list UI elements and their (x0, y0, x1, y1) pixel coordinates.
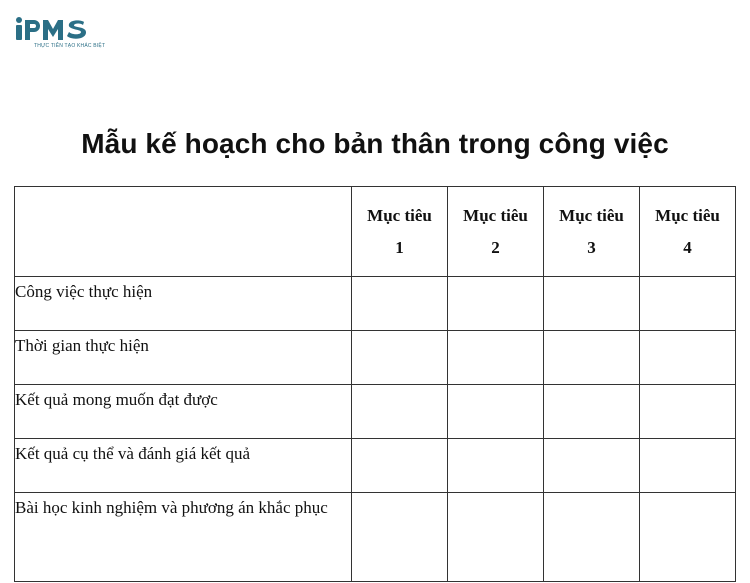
column-header-goal-1 (352, 187, 448, 277)
row-label: Kết quả cụ thể và đánh giá kết quả (15, 439, 352, 493)
column-header-goal-2 (448, 187, 544, 277)
table-cell (448, 439, 544, 493)
table-cell (448, 277, 544, 331)
table-cell (352, 493, 448, 582)
table-cell (448, 385, 544, 439)
table-corner-cell (15, 187, 352, 277)
table-cell (352, 331, 448, 385)
table-header-row (15, 187, 736, 277)
table-row (15, 331, 736, 385)
goal-number: 3 (587, 237, 596, 257)
goal-label: Mục tiêu (463, 205, 528, 225)
table-cell (544, 331, 640, 385)
table-cell (448, 331, 544, 385)
page-title: Mẫu kế hoạch cho bản thân trong công việc (81, 128, 669, 159)
table-cell (640, 331, 736, 385)
table-cell (544, 439, 640, 493)
row-label: Công việc thực hiện (15, 277, 352, 331)
table-cell (544, 277, 640, 331)
table-cell (448, 493, 544, 582)
table-cell (640, 385, 736, 439)
logo-tagline: THỰC TIỄN TẠO KHÁC BIỆT (34, 43, 106, 49)
goal-label: Mục tiêu (655, 205, 720, 225)
goal-label: Mục tiêu (367, 205, 432, 225)
row-label: Kết quả mong muốn đạt được (15, 385, 352, 439)
table-row (15, 493, 736, 582)
goal-number: 4 (683, 237, 692, 257)
row-label: Bài học kinh nghiệm và phương án khắc phục (15, 493, 352, 582)
ipms-logo (14, 14, 106, 54)
table-cell (352, 277, 448, 331)
table-row (15, 385, 736, 439)
table-cell (352, 439, 448, 493)
goal-number: 1 (395, 237, 404, 257)
row-label: Thời gian thực hiện (15, 331, 352, 385)
table-row (15, 277, 736, 331)
column-header-goal-4 (640, 187, 736, 277)
table-cell (352, 385, 448, 439)
table-row (15, 439, 736, 493)
goal-number: 2 (491, 237, 500, 257)
goal-label: Mục tiêu (559, 205, 624, 225)
table-cell (544, 493, 640, 582)
table-cell (640, 277, 736, 331)
column-header-goal-3 (544, 187, 640, 277)
ipms-logo-mark (14, 16, 98, 42)
table-cell (640, 439, 736, 493)
plan-table (14, 186, 736, 582)
table-cell (544, 385, 640, 439)
table-cell (640, 493, 736, 582)
